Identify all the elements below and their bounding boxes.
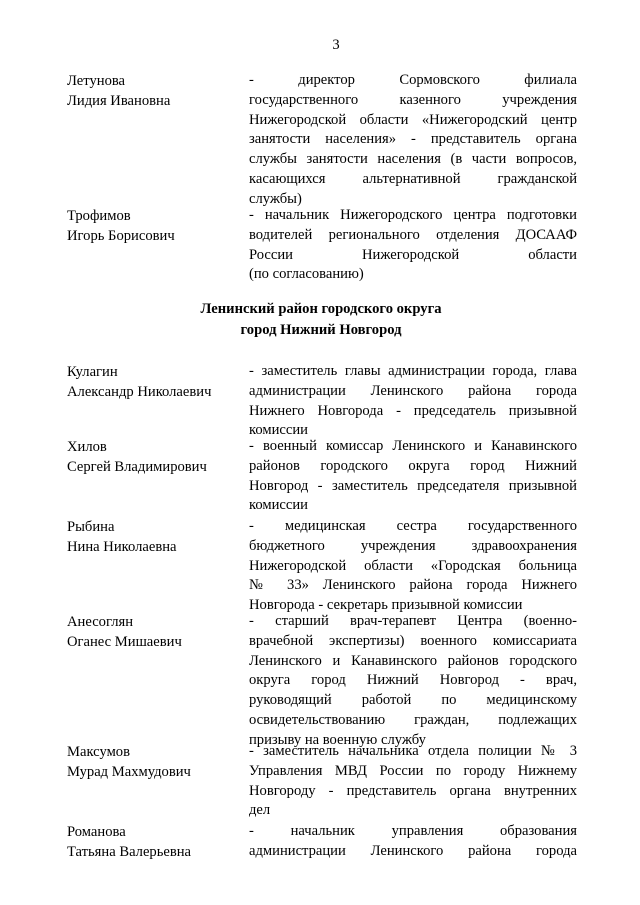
role-line: - начальник управления образования xyxy=(249,823,577,839)
member-name xyxy=(67,612,252,652)
role-line: Нижнего Новгорода - председатель призывной xyxy=(249,402,577,419)
role-line: Новгород - заместитель председателя призывной xyxy=(249,477,577,494)
role-line: комиссии xyxy=(249,497,308,514)
role-line: Новгорода - секретарь призывной комиссии xyxy=(249,597,523,614)
role-line: службы занятости населения (в части вопросов, xyxy=(249,151,577,168)
member-role xyxy=(249,742,577,821)
section-heading-line: город Нижний Новгород xyxy=(240,322,402,338)
role-line: № 33» Ленинского района города Нижнего xyxy=(249,577,577,594)
role-line: занятости населения» - представитель органа xyxy=(249,131,577,148)
member-given-names: Татьяна Валерьевна xyxy=(67,844,192,860)
role-line: освидетельствованию граждан, подлежащих xyxy=(249,711,577,728)
member-given-names: Мурад Махмудович xyxy=(67,764,191,780)
member-name xyxy=(67,742,252,782)
member-given-names: Нина Николаевна xyxy=(67,539,177,555)
role-line: округа город Нижний Новгород - врач, xyxy=(249,672,577,689)
role-line: - начальник Нижегородского центра подготовки xyxy=(249,207,577,223)
role-line: администрации Ленинского района города xyxy=(249,842,577,859)
member-role xyxy=(249,206,577,285)
page-number: 3 xyxy=(332,37,340,53)
role-line: администрации Ленинского района города xyxy=(249,382,577,399)
role-line: государственного казенного учреждения xyxy=(249,91,577,108)
role-line: Нижегородской области «Городская больница xyxy=(249,557,577,574)
member-role xyxy=(249,612,577,751)
member-role xyxy=(249,362,577,441)
role-line: (по согласованию) xyxy=(249,266,364,283)
role-line: - заместитель начальника отдела полиции № 3 xyxy=(249,743,577,759)
member-surname: Романова xyxy=(67,824,126,840)
role-line: - заместитель главы администрации города, глава xyxy=(249,363,577,379)
role-line: Нижегородской области «Нижегородский центр xyxy=(249,111,577,128)
member-surname: Кулагин xyxy=(67,364,118,380)
member-role xyxy=(249,517,577,616)
member-name xyxy=(67,822,252,862)
role-line: водителей регионального отделения ДОСААФ xyxy=(249,226,577,243)
member-surname: Максумов xyxy=(67,744,130,760)
member-surname: Трофимов xyxy=(67,208,131,224)
role-line: дел xyxy=(249,802,271,819)
role-line: Управления МВД России по городу Нижнему xyxy=(249,762,577,779)
section-heading-line: Ленинский район городского округа xyxy=(200,301,442,317)
member-role xyxy=(249,71,577,210)
member-surname: Хилов xyxy=(67,439,107,455)
member-name xyxy=(67,206,252,246)
role-line: бюджетного учреждения здравоохранения xyxy=(249,537,577,554)
member-given-names: Игорь Борисович xyxy=(67,228,175,244)
role-line: комиссии xyxy=(249,422,308,439)
role-line: - старший врач-терапевт Центра (военно- xyxy=(249,613,577,629)
role-line: Ленинского и Канавинского районов городского xyxy=(249,652,577,669)
member-surname: Рыбина xyxy=(67,519,115,535)
member-name xyxy=(67,437,252,477)
role-line: врачебной экспертизы) военного комиссариата xyxy=(249,632,577,649)
member-name xyxy=(67,517,252,557)
role-line: призыву на военную службу xyxy=(249,731,426,748)
role-line: - военный комиссар Ленинского и Канавинского xyxy=(249,438,577,454)
role-line: службы) xyxy=(249,190,302,207)
member-role xyxy=(249,437,577,516)
member-name xyxy=(67,362,252,402)
member-given-names: Оганес Мишаевич xyxy=(67,634,182,650)
member-given-names: Александр Николаевич xyxy=(67,384,212,400)
member-name xyxy=(67,71,252,111)
role-line: - медицинская сестра государственного xyxy=(249,518,577,534)
role-line: Новгороду - представитель органа внутренних xyxy=(249,782,577,799)
role-line: районов городского округа город Нижний xyxy=(249,457,577,474)
member-role xyxy=(249,822,577,862)
section-heading xyxy=(60,299,582,341)
role-line: России Нижегородской области xyxy=(249,246,577,263)
member-surname: Летунова xyxy=(67,73,126,89)
role-line: касающихся альтернативной гражданской xyxy=(249,170,577,187)
member-surname: Анесоглян xyxy=(67,614,134,630)
role-line: руководящий работой по медицинскому xyxy=(249,692,577,709)
role-line: - директор Сормовского филиала xyxy=(249,72,577,88)
member-given-names: Лидия Ивановна xyxy=(67,93,171,109)
member-given-names: Сергей Владимирович xyxy=(67,459,207,475)
